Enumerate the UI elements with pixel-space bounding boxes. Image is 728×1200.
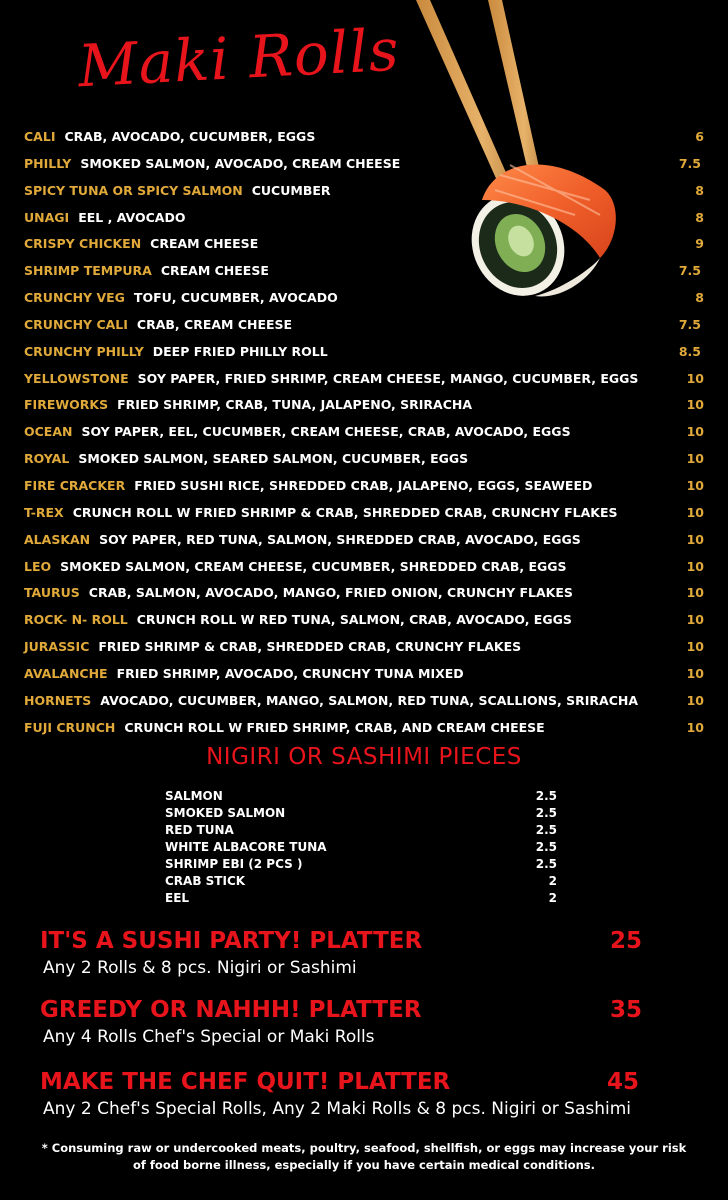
roll-description: FRIED SHRIMP, AVOCADO, CRUNCHY TUNA MIXED [116,665,464,681]
nigiri-price: 2 [548,891,557,905]
roll-price: 10 [686,451,704,467]
list-item [165,890,557,907]
roll-name: SPICY TUNA OR SPICY SALMON [24,182,243,198]
roll-name: FIRE CRACKER [24,477,126,493]
nigiri-name: EEL [165,891,190,905]
nigiri-price: 2.5 [535,823,557,837]
list-item [24,178,704,205]
list-item [24,258,704,285]
platter-description: Any 2 Rolls & 8 pcs. Nigiri or Sashimi [43,958,357,978]
roll-name: ROYAL [24,451,70,467]
platter-make-the-chef-quit [40,1067,680,1121]
platter-price: 25 [610,928,643,954]
list-item [24,231,704,258]
health-disclaimer: * Consuming raw or undercooked meats, poultry, seafood, shellfish, or eggs may increase your risk of food borne illness, especially if you have certain medical conditions. [41,1141,687,1172]
list-item [165,839,557,856]
roll-price: 8 [695,182,704,198]
roll-name: JURASSIC [24,639,90,655]
platter-description: Any 4 Rolls Chef's Special or Maki Rolls [43,1027,375,1047]
nigiri-name: SMOKED SALMON [165,806,286,820]
list-item [24,339,704,366]
roll-name: SHRIMP TEMPURA [24,263,152,279]
roll-description: SOY PAPER, FRIED SHRIMP, CREAM CHEESE, MANGO, CUCUMBER, EGGS [137,370,639,386]
roll-description: SMOKED SALMON, CREAM CHEESE, CUCUMBER, SHREDDED CRAB, EGGS [60,558,567,574]
list-item [24,473,704,500]
roll-name: AVALANCHE [24,665,108,681]
roll-name: UNAGI [24,209,70,225]
list-item [24,366,704,393]
roll-price: 8 [695,209,704,225]
nigiri-name: SALMON [165,789,223,803]
roll-price: 10 [686,504,704,520]
roll-price: 10 [686,612,704,628]
platter-name: GREEDY OR NAHHH! PLATTER [40,997,422,1023]
nigiri-price: 2.5 [535,789,557,803]
list-item [24,419,704,446]
list-item [24,554,704,581]
roll-description: FRIED SUSHI RICE, SHREDDED CRAB, JALAPENO, EGGS, SEAWEED [134,477,593,493]
roll-description: AVOCADO, CUCUMBER, MANGO, SALMON, RED TUNA, SCALLIONS, SRIRACHA [100,692,639,708]
roll-description: FRIED SHRIMP & CRAB, SHREDDED CRAB, CRUNCHY FLAKES [98,639,522,655]
roll-description: SOY PAPER, EEL, CUCUMBER, CREAM CHEESE, CRAB, AVOCADO, EGGS [81,424,571,440]
nigiri-list [165,788,557,907]
roll-name: CRISPY CHICKEN [24,236,142,252]
roll-name: TAURUS [24,585,80,601]
roll-description: DEEP FRIED PHILLY ROLL [152,343,328,359]
roll-name: PHILLY [24,155,72,171]
roll-name: FIREWORKS [24,397,109,413]
nigiri-name: WHITE ALBACORE TUNA [165,840,327,854]
list-item [24,124,704,151]
roll-description: CREAM CHEESE [160,263,269,279]
page-title: Maki Rolls [76,15,402,101]
platter-sushi-party [40,926,680,980]
list-item [24,607,704,634]
roll-name: LEO [24,558,52,574]
roll-name: CALI [24,129,56,144]
roll-name: CRUNCHY CALI [24,316,128,332]
roll-price: 10 [686,477,704,493]
list-item [24,634,704,661]
roll-price: 7.5 [678,155,701,171]
roll-description: FRIED SHRIMP, CRAB, TUNA, JALAPENO, SRIRACHA [117,397,473,413]
roll-description: CUCUMBER [251,182,331,198]
roll-price: 9 [695,236,704,252]
roll-price: 7.5 [678,263,701,279]
roll-description: SMOKED SALMON, AVOCADO, CREAM CHEESE [80,155,401,171]
roll-price: 7.5 [678,316,701,332]
roll-price: 10 [686,639,704,655]
roll-name: T-REX [24,504,64,520]
roll-name: ALASKAN [24,531,91,547]
roll-price: 10 [686,558,704,574]
roll-description: SMOKED SALMON, SEARED SALMON, CUCUMBER, EGGS [78,451,469,467]
nigiri-price: 2.5 [535,806,557,820]
list-item [24,151,704,178]
roll-price: 10 [686,692,704,708]
list-item [24,446,704,473]
roll-name: ROCK- N- ROLL [24,612,128,628]
platter-price: 35 [610,997,643,1023]
roll-description: CRUNCH ROLL W FRIED SHRIMP & CRAB, SHREDDED CRAB, CRUNCHY FLAKES [72,504,618,520]
list-item [24,312,704,339]
roll-name: CRUNCHY VEG [24,290,125,306]
nigiri-name: RED TUNA [165,823,234,837]
roll-price: 10 [686,665,704,681]
nigiri-name: CRAB STICK [165,874,246,888]
list-item [24,688,704,715]
roll-description: CRUNCH ROLL W FRIED SHRIMP, CRAB, AND CREAM CHEESE [124,719,545,735]
nigiri-name: SHRIMP EBI (2 PCS ) [165,857,303,871]
list-item [24,285,704,312]
roll-description: CRAB, SALMON, AVOCADO, MANGO, FRIED ONION, CRUNCHY FLAKES [88,585,573,601]
roll-name: CRUNCHY PHILLY [24,343,144,359]
list-item [24,527,704,554]
list-item [24,715,704,742]
list-item [24,500,704,527]
roll-name: HORNETS [24,692,92,708]
roll-description: CRAB, AVOCADO, CUCUMBER, EGGS [64,129,316,144]
nigiri-section-title: NIGIRI OR SASHIMI PIECES [206,744,522,770]
roll-price: 10 [686,719,704,735]
roll-description: SOY PAPER, RED TUNA, SALMON, SHREDDED CRAB, AVOCADO, EGGS [99,531,581,547]
platter-price: 45 [607,1069,640,1095]
roll-description: TOFU, CUCUMBER, AVOCADO [133,290,338,306]
roll-price: 8 [695,290,704,306]
platter-name: MAKE THE CHEF QUIT! PLATTER [40,1069,451,1095]
list-item [24,661,704,688]
roll-description: EEL , AVOCADO [78,209,186,225]
platter-greedy-or-nahhh [40,995,680,1049]
roll-name: OCEAN [24,424,73,440]
list-item [24,580,704,607]
nigiri-price: 2 [548,874,557,888]
nigiri-price: 2.5 [535,840,557,854]
list-item [24,205,704,232]
list-item [165,788,557,805]
list-item [165,856,557,873]
list-item [165,873,557,890]
list-item [165,805,557,822]
platter-description: Any 2 Chef's Special Rolls, Any 2 Maki Rolls & 8 pcs. Nigiri or Sashimi [43,1099,632,1119]
roll-price: 10 [686,397,704,413]
roll-price: 8.5 [678,343,701,359]
roll-price: 10 [686,531,704,547]
roll-name: FUJI CRUNCH [24,719,116,735]
list-item [165,822,557,839]
platter-name: IT'S A SUSHI PARTY! PLATTER [40,928,423,954]
list-item [24,392,704,419]
roll-name: YELLOWSTONE [24,370,129,386]
roll-description: CREAM CHEESE [150,236,259,252]
roll-price: 10 [686,370,704,386]
roll-price: 6 [695,129,704,144]
roll-description: CRAB, CREAM CHEESE [136,316,293,332]
roll-description: CRUNCH ROLL W RED TUNA, SALMON, CRAB, AVOCADO, EGGS [136,612,572,628]
maki-rolls-list [24,124,704,741]
roll-price: 10 [686,585,704,601]
roll-price: 10 [686,424,704,440]
nigiri-price: 2.5 [535,857,557,871]
